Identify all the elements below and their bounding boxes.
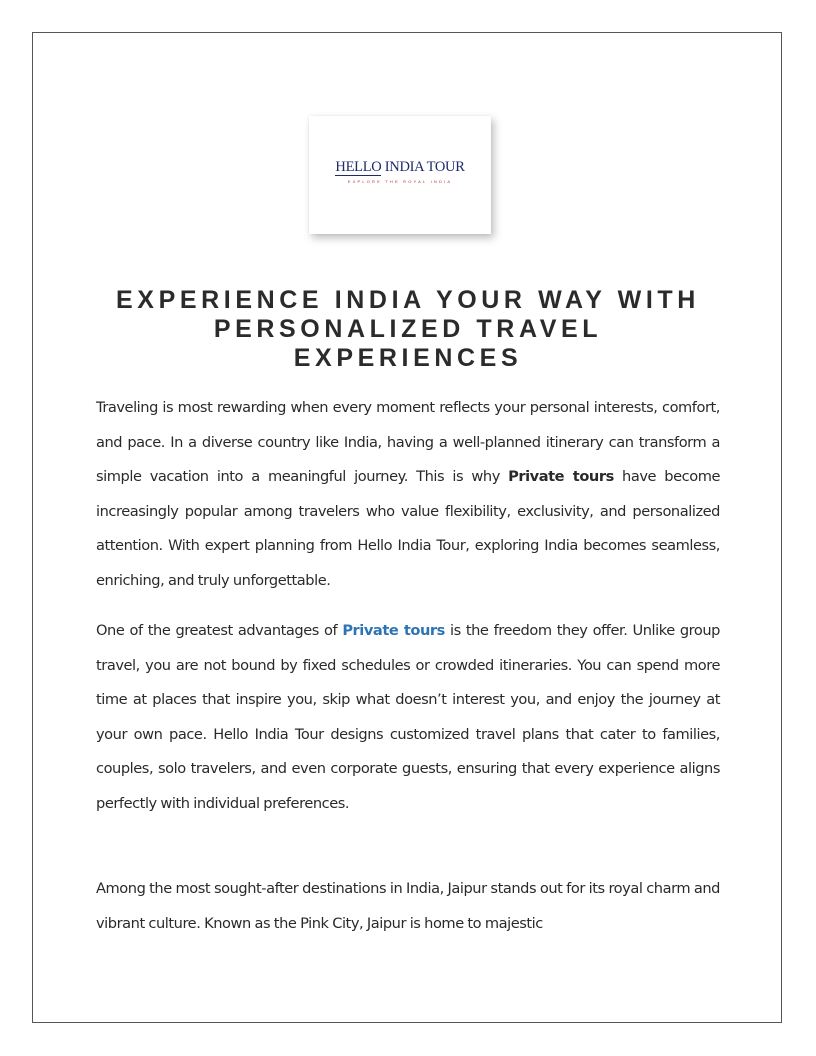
logo-wordmark [321,159,479,176]
paragraph-intro-text-after: have become increasingly popular among travelers who value flexibility, exclusivity, and personalized attention. With expert planning from Hello India Tour, exploring India becomes seamless, enriching, and truly unforgettable. [96,468,720,589]
logo-tagline: EXPLORE THE ROYAL INDIA [347,179,453,184]
logo-card [309,116,491,234]
private-tours-link[interactable]: Private tours [342,622,445,639]
logo-word-india-tour: INDIA TOUR [381,159,465,175]
paragraph-intro [96,391,720,598]
paragraph-intro-text-before: Traveling is most rewarding when every moment reflects your personal interests, comfort, and pace. In a diverse country like India, having a well-planned itinerary can transform a simple vacation into a meaningful journey. This is why [96,399,720,485]
paragraph-advantages-text-after: is the freedom they offer. Unlike group travel, you are not bound by fixed schedules or crowded itineraries. You can spend more time at places that inspire you, skip what doesn’t interest you, and enjoy the journey at your own pace. Hello India Tour designs customized travel plans that cater to families, couples, solo travelers, and even corporate guests, ensuring that every experience aligns perfectly with individual preferences. [96,622,720,812]
logo-word-hello: HELLO [335,159,382,175]
paragraph-advantages [96,614,720,821]
private-tours-bold: Private tours [508,468,614,485]
page-title: EXPERIENCE INDIA YOUR WAY WITH PERSONALIZED TRAVEL EXPERIENCES [116,286,700,372]
paragraph-jaipur: Among the most sought-after destinations in India, Jaipur stands out for its royal charm and vibrant culture. Known as the Pink City, Jaipur is home to majestic [96,880,720,932]
paragraph-advantages-text-before: One of the greatest advantages of [96,622,343,639]
